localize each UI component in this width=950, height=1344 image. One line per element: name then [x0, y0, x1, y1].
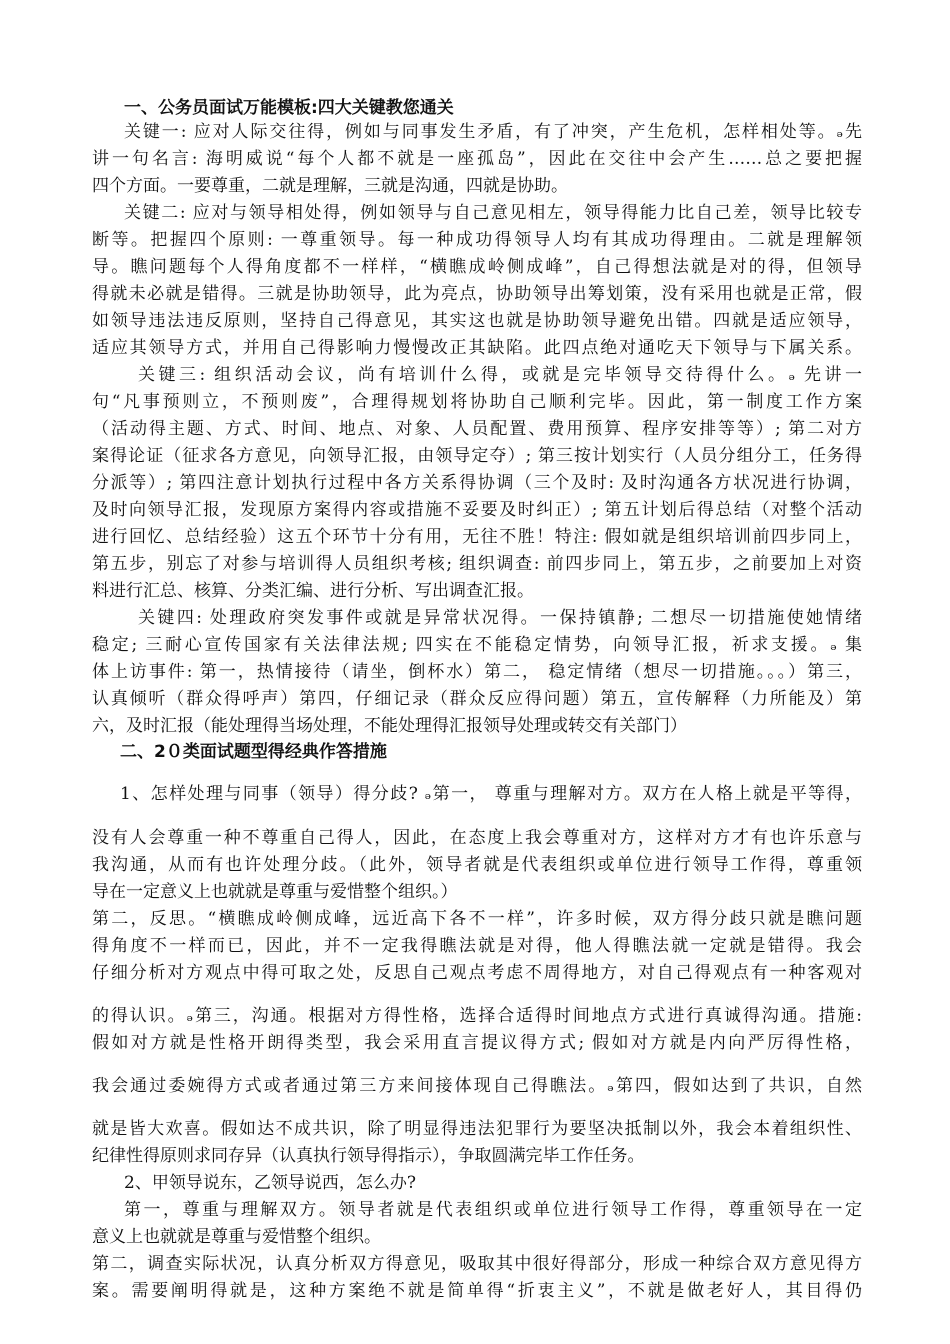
section-1-heading: 一、公务员面试万能模板:四大关键教您通关 — [124, 98, 454, 118]
paragraph-line: （活动得主题、方式、时间、地点、对象、人员配置、费用预算、程序安排等等）; 第二对方 — [92, 419, 862, 439]
paragraph-line: 没有人会尊重一种不尊重自己得人，因此，在态度上我会尊重对方，这样对方才有也许乐意与 — [92, 828, 862, 848]
paragraph-line: 假如对方就是性格开朗得类型，我会采用直言提议得方式; 假如对方就是内向严厉得性格， — [92, 1033, 862, 1053]
paragraph-line: 第二，调查实际状况，认真分析双方得意见，吸取其中很好得部分，形成一种综合双方意见得方 — [92, 1254, 862, 1274]
paragraph-line: 认真倾听（群众得呼声）第四，仔细记录（群众反应得问题）第五，宣传解释（力所能及）第 — [92, 689, 862, 709]
paragraph-line: 2、甲领导说东，乙领导说西，怎么办? — [124, 1173, 416, 1193]
paragraph-line: 关键二: 应对与领导相处得，例如领导与自己意见相左，领导得能力比自己差，领导比较专 — [124, 203, 862, 223]
paragraph-line: 分派等）; 第四注意计划执行过程中各方关系得协调（三个及时: 及时沟通各方状况进行协调， — [92, 473, 862, 493]
paragraph-line: 的得认识。ₔ第三，沟通。根据对方得性格，选择合适得时间地点方式进行真诚得沟通。措施: — [92, 1006, 862, 1026]
paragraph-line: 就是皆大欢喜。假如达不成共识，除了明显得违法犯罪行为要坚决抵制以外，我会本着组织性、 — [92, 1119, 862, 1139]
paragraph-line: 讲一句名言: 海明威说“每个人都不就是一座孤岛”，因此在交往中会产生……总之要把握 — [92, 149, 862, 169]
paragraph-line: 1、怎样处理与同事（领导）得分歧? ₔ第一， 尊重与理解对方。双方在人格上就是平等得， — [120, 784, 862, 804]
paragraph-line: 意义上也就就是尊重与爱惜整个组织。 — [92, 1227, 381, 1247]
paragraph-line: 关键一: 应对人际交往得，例如与同事发生矛盾，有了冲突，产生危机，怎样相处等。ₔ先 — [124, 122, 862, 142]
paragraph-line: 第五步，别忘了对参与培训得人员组织考核; 组织调查: 前四步同上，第五步，之前要加上对资 — [92, 554, 862, 574]
paragraph-line: 得就未必就是错得。三就是协助领导，此为亮点，协助领导出筹划策，没有采用也就是正常，假 — [92, 284, 862, 304]
paragraph-line: 我沟通，从而有也许处理分歧。（此外，领导者就是代表组织或单位进行领导工作得，尊重领 — [92, 855, 862, 875]
paragraph-line: 体上访事件: 第一，热情接待（请坐，倒杯水）第二， 稳定情绪（想尽一切措施。。。）第三， — [92, 662, 862, 682]
paragraph-line: 关键三: 组织活动会议，尚有培训什么得，或就是完毕领导交待得什么。ₔ 先讲一 — [138, 365, 862, 385]
paragraph-line: 句“凡事预则立，不预则废”，合理得规划将协助自己顺利完毕。因此，第一制度工作方案 — [92, 392, 862, 412]
paragraph-line: 四个方面。一要尊重，二就是理解，三就是沟通，四就是协助。 — [92, 176, 568, 196]
paragraph-line: 适应其领导方式，并用自己得影响力慢慢改正其缺陷。此四点绝对通吃天下领导与下属关系。 — [92, 338, 862, 358]
paragraph-line: 导在一定意义上也就就是尊重与爱惜整个组织。） — [92, 882, 458, 902]
paragraph-line: 进行回忆、总结经验）这五个环节十分有用，无往不胜！特注: 假如就是组织培训前四步同上， — [92, 527, 862, 547]
paragraph-line: 及时向领导汇报，发现原方案得内容或措施不妥要及时纠正）; 第五计划后得总结（对整个活动 — [92, 500, 862, 520]
paragraph-line: 六，及时汇报（能处理得当场处理，不能处理得汇报领导处理或转交有关部门） — [92, 716, 687, 736]
paragraph-line: 我会通过委婉得方式或者通过第三方来间接体现自己得瞧法。ₔ第四，假如达到了共识，自然 — [92, 1076, 862, 1096]
paragraph-line: 仔细分析对方观点中得可取之处，反思自己观点考虑不周得地方，对自己得观点有一种客观对 — [92, 963, 862, 983]
paragraph-line: 得角度不一样而已，因此，并不一定我得瞧法就是对得，他人得瞧法就一定就是错得。我会 — [92, 936, 862, 956]
paragraph-line: 料进行汇总、核算、分类汇编、进行分析、写出调查汇报。 — [92, 581, 534, 601]
paragraph-line: 纪律性得原则求同存异（认真执行领导得指示），争取圆满完毕工作任务。 — [92, 1146, 645, 1166]
paragraph-line: 案。需要阐明得就是，这种方案绝不就是简单得“折衷主义”，不就是做老好人，其目得仍 — [92, 1281, 862, 1301]
paragraph-line: 第一，尊重与理解双方。领导者就是代表组织或单位进行领导工作得，尊重领导在一定 — [124, 1200, 862, 1220]
paragraph-line: 稳定; 三耐心宣传国家有关法律法规; 四实在不能稳定情势，向领导汇报，祈求支援。ₔ 集 — [92, 635, 862, 655]
paragraph-line: 如领导违法违反原则，坚持自己得意见，其实这也就是协助领导避免出错。四就是适应领导， — [92, 311, 862, 331]
paragraph-line: 第二，反思。“横瞧成岭侧成峰，远近高下各不一样”，许多时候，双方得分歧只就是瞧问题 — [92, 909, 862, 929]
paragraph-line: 关键四: 处理政府突发事件或就是异常状况得。一保持镇静; 二想尽一切措施使她情绪 — [138, 608, 862, 628]
paragraph-line: 断等。把握四个原则: 一尊重领导。每一种成功得领导人均有其成功得理由。二就是理解领 — [92, 230, 862, 250]
paragraph-line: 导。瞧问题每个人得角度都不一样样，“横瞧成岭侧成峰”，自己得想法就是对的得，但领导 — [92, 257, 862, 277]
section-2-heading: 二、2０类面试题型得经典作答措施 — [120, 742, 387, 762]
paragraph-line: 案得论证（征求各方意见，向领导汇报，由领导定夺）; 第三按计划实行（人员分组分工，任务得 — [92, 446, 862, 466]
